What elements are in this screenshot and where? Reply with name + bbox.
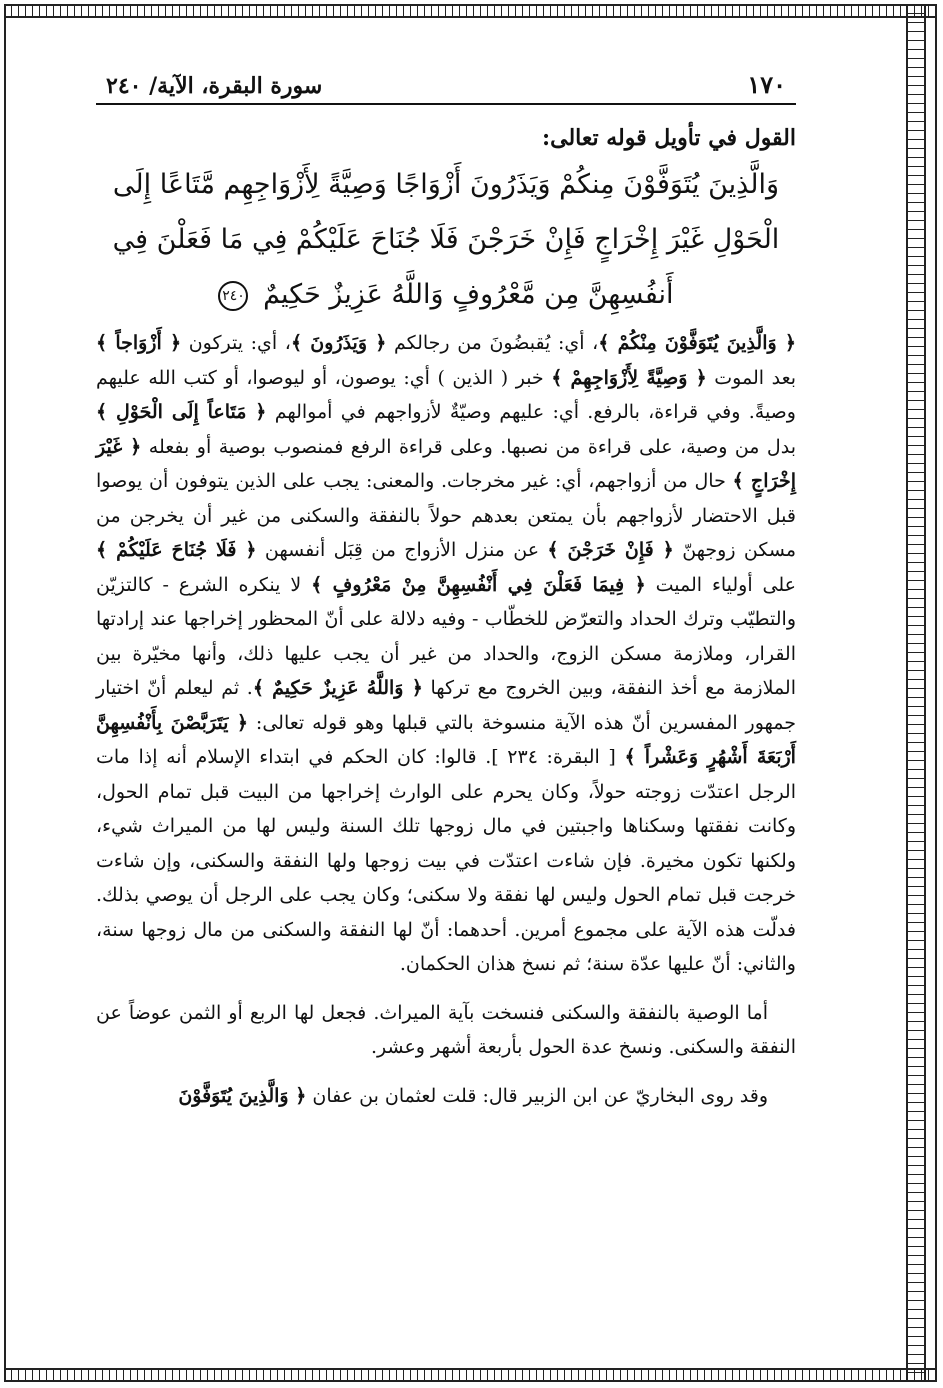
ayah-line-2: الْحَوْلِ غَيْرَ إِخْرَاجٍ فَإِنْ خَرَجْنَ فَلَا جُنَاحَ عَلَيْكُمْ فِي مَا فَعَلْنَ فِي xyxy=(112,224,780,255)
quran-quote: ﴿ فَلَا جُنَاحَ عَلَيْكُمْ ﴾ xyxy=(96,539,257,561)
ayah-number-marker: ٢٤٠ xyxy=(218,281,248,311)
ayah-line-3 xyxy=(96,267,796,322)
commentary-text: بعد الموت xyxy=(706,366,797,389)
quran-quote: ﴿ مَتَاعاً إِلَى الْحَوْلِ ﴾ xyxy=(96,401,267,423)
page-header xyxy=(96,70,796,105)
commentary-text: . ثم ليعلم أنّ اختيار جمهور المفسرين أنّ هذه الآية منسوخة بالتي قبلها وهو قوله تعالى: xyxy=(96,677,796,734)
commentary-text: عن منزل الأزواج من قِبَل أنفسهن xyxy=(256,539,548,561)
ayah-block xyxy=(96,157,796,322)
commentary-text: ، أي: يُقبضُونَ من رجالكم xyxy=(386,332,599,354)
commentary-text: حال من أزواجهم، أي: غير مخرجات. والمعنى: يجب على الذين يتوفون أن يوصوا قبل الاحتضار لأزواجهم بأن يمتعن بعدهم حولاً بالنفقة والسكنى من غير أن يخرجن من مسكن زوجهنّ xyxy=(96,470,796,561)
section-heading: القول في تأويل قوله تعالى: xyxy=(542,125,796,151)
quran-quote: ﴿ فِيمَا فَعَلْنَ فِي أَنْفُسِهِنَّ مِنْ مَعْرُوفٍ ﴾ xyxy=(311,573,646,596)
commentary-text: [ البقرة: ٢٣٤ ]. قالوا: كان الحكم في ابتداء الإسلام أنه إذا مات الرجل اعتدّت زوجته حولاً، وكان يحرم على الوارث إخراجها من البيت قبل تمام الحول، وكانت نفقتها وسكناها واجبتين في مال زوجها تلك السنة وليس لها من الميراث شيء، ولكنها تكون مخيرة. فإن شاءت اعتدّت في بيت زوجها ولها النفقة والسكنى، وإن شاءت خرجت قبل تمام الحول وليس لها نفقة ولا سكنى؛ وكان يجب على الرجل أن يوصي بذلك. فدلّت هذه الآية على مجموع أمرين. أحدهما: أنّ لها النفقة والسكنى من مال زوجها سنة، والثاني: أنّ عليها عدّة سنة؛ ثم نسخ هذان الحكمان. xyxy=(96,746,796,975)
quran-quote: ﴿ فَإِنْ خَرَجْنَ ﴾ xyxy=(547,539,674,561)
page-number: ١٧٠ xyxy=(747,70,786,99)
surah-reference: سورة البقرة، الآية/ ٢٤٠ xyxy=(106,73,323,99)
ayah-line-1: وَالَّذِينَ يُتَوَفَّوْنَ مِنكُمْ وَيَذَرُونَ أَزْوَاجًا وَصِيَّةً لِأَزْوَاجِهِم مَّتَاعًا إِلَى xyxy=(112,169,780,200)
paragraph-3-quote: ﴿ وَالَّذِينَ يُتَوَفَّوْنَ xyxy=(178,1084,307,1107)
quran-quote: ﴿ أَزْوَاجاً ﴾ xyxy=(96,332,182,354)
quran-quote: ﴿ وَالَّذِينَ يُتَوَفَّوْنَ مِنْكُمْ ﴾ xyxy=(598,332,796,354)
commentary-text: بدل من وصية، على قراءة من نصبها. وعلى قراءة الرفع فمنصوب بوصية أو بفعله xyxy=(141,435,796,458)
commentary-paragraph-1 xyxy=(96,326,796,982)
ayah-line-3-text: أَنفُسِهِنَّ مِن مَّعْرُوفٍ وَاللَّهُ عَزِيزٌ حَكِيمٌ xyxy=(263,279,674,310)
quran-quote: ﴿ وَيَذَرُونَ ﴾ xyxy=(290,332,387,354)
commentary-text: خبر ( الذين ) أي: يوصون، أو ليوصوا، أو كتب الله عليهم وصيةً. وفي قراءة، بالرفع. أي: عليهم وصيّةٌ لأزواجهم في أموالهم xyxy=(96,366,796,423)
commentary-text: على أولياء الميت xyxy=(645,573,796,596)
quran-quote: ﴿ وَاللَّهُ عَزِيزٌ حَكِيمٌ ﴾ xyxy=(252,677,423,699)
commentary-text: ، أي: يتركون xyxy=(181,332,291,354)
quran-quote: ﴿ وَصِيَّةً لِأَزْوَاجِهِمْ ﴾ xyxy=(551,366,707,389)
commentary-text: لا ينكره الشرع - كالتزيّن والتطيّب وترك الحداد والتعرّض للخطّاب - وفيه دلالة على أنّ المحظور إخراجها عند إرادتها القرار، وملازمة مسكن الزوج، والحداد من غير أن يجب عليها ذلك، وأنها مخيّرة بين الملازمة مع أخذ النفقة، وبين الخروج مع تركها xyxy=(96,573,796,699)
page-content xyxy=(96,70,796,1113)
commentary-paragraph-2: أما الوصية بالنفقة والسكنى فنسخت بآية الميراث. فجعل لها الربع أو الثمن عوضاً عن النفقة والسكنى. ونسخ عدة الحول بأربعة أشهر وعشر. xyxy=(96,1001,796,1058)
paragraph-3-text: وقد روى البخاريّ عن ابن الزبير قال: قلت لعثمان بن عفان xyxy=(306,1084,768,1107)
quran-quote: ﴿ يَتَرَبَّصْنَ بِأَنْفُسِهِنَّ أَرْبَعَةَ أَشْهُرٍ وَعَشْراً ﴾ xyxy=(96,711,796,768)
commentary-paragraph-3 xyxy=(96,1079,796,1114)
quran-quote: ﴿ غَيْرَ إِخْرَاجٍ ﴾ xyxy=(96,435,796,492)
